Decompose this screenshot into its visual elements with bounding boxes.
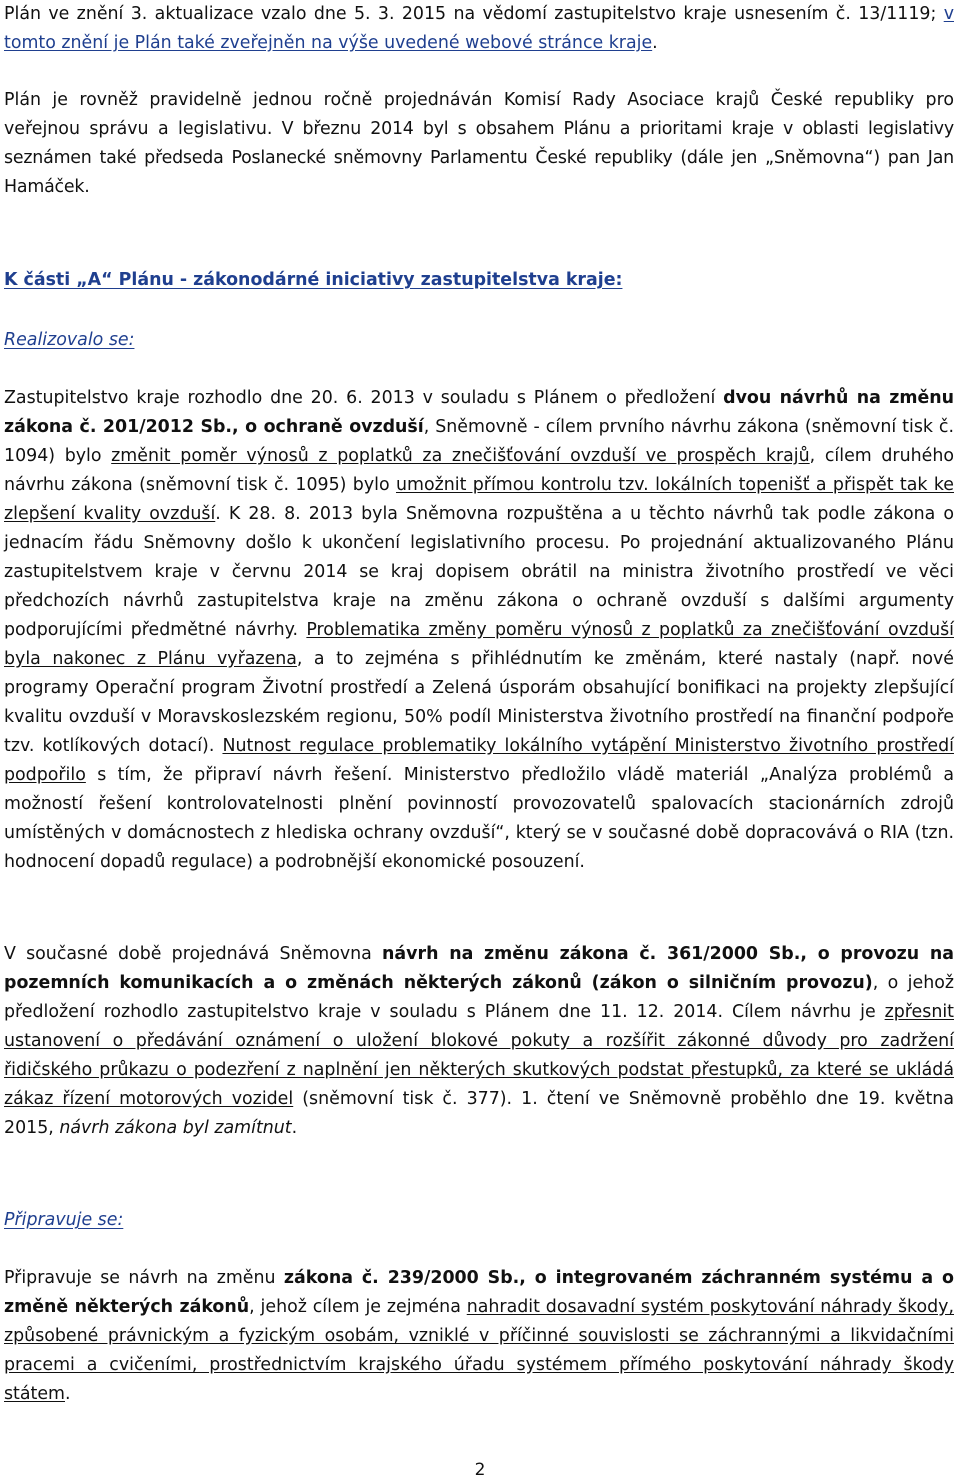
text-run: . bbox=[65, 1384, 71, 1404]
underlined-text: nahradit dosavadní systém poskytování náhrady škody, způsobené právnickým a fyzickým osobám, vzniklé v příčinné souvislosti se záchrannými a likvidačními pracemi a cvičeními, prostřednictvím krajského úřadu systémem přímého poskytování náhrady škody státem bbox=[4, 1297, 954, 1404]
text-run: s tím, že připraví návrh řešení. Ministerstvo předložilo vládě materiál „Analýza problémů a možností řešení kontrolovatelnosti plnění povinností provozovatelů spalovacích stacionárních zdrojů umístěných v domácnostech z hlediska ochrany ovzduší“, který se v současné době dopracovává o RIA (tzn. hodnocení dopadů regulace) a podrobnější ekonomické posouzení. bbox=[4, 765, 954, 872]
page-number: 2 bbox=[474, 1460, 486, 1480]
text-run: , Sněmovně - cílem prvního návrhu zákona (sněmovní tisk č. 1094) bylo bbox=[4, 417, 955, 466]
paragraph-realizovalo bbox=[4, 384, 954, 877]
paragraph-block bbox=[4, 940, 954, 1143]
paragraph-block bbox=[4, 1264, 954, 1409]
bold-text: zákona č. 239/2000 Sb. bbox=[283, 1268, 520, 1288]
section-heading: K části „A“ Plánu - zákonodárné iniciativy zastupitelstva kraje: bbox=[4, 270, 623, 290]
paragraph-block bbox=[4, 384, 954, 877]
underlined-text: Nutnost regulace problematiky lokálního vytápění Ministerstvo životního prostředí podpořilo bbox=[4, 736, 954, 785]
paragraph-soucasne bbox=[4, 940, 954, 1143]
text-run: Plán je rovněž pravidelně jednou ročně projednáván Komisí Rady Asociace krajů České republiky pro veřejnou správu a legislativu. bbox=[4, 90, 954, 139]
paragraph-commission bbox=[4, 86, 954, 202]
intro-paragraph bbox=[4, 0, 954, 58]
paragraph-pripravuje bbox=[4, 1264, 954, 1409]
text-run: (sněmovní tisk č. 377). 1. čtení ve Sněmovně proběhlo dne 19. května 2015, bbox=[4, 1089, 954, 1138]
bold-text: dvou návrhů na změnu zákona č. 201/2012 Sb. bbox=[4, 388, 954, 437]
text-run: , cílem druhého návrhu zákona (sněmovní tisk č. 1095) bylo bbox=[4, 446, 954, 495]
underlined-text: zpřesnit ustanovení o předávání oznámení o uložení blokové pokuty a rozšířit zákonné důvody pro zadržení řidičského průkazu o podezření z naplnění jen některých skutkových podstat přestupků, za které se ukládá zákaz řízení motorových vozidel bbox=[4, 1002, 954, 1109]
underlined-text: v tomto znění je Plán také zveřejněn na výše uvedené webové stránce kraje bbox=[4, 4, 954, 53]
paragraph-block bbox=[4, 86, 954, 202]
text-run: , jehož cílem je zejména bbox=[249, 1297, 467, 1317]
text-run: . bbox=[652, 33, 658, 53]
text-run: Plán ve znění 3. aktualizace vzalo dne 5. 3. 2015 na vědomí zastupitelstvo kraje usnesením č. 13/1119; bbox=[4, 4, 944, 24]
text-run: V současné době projednává Sněmovna bbox=[4, 944, 383, 964]
realizovalo-heading: Realizovalo se: bbox=[4, 330, 135, 350]
text-run: Zastupitelstvo kraje rozhodlo dne 20. 6. 2013 v souladu s Plánem o předložení bbox=[4, 388, 724, 408]
text-run: V březnu 2014 byl s obsahem Plánu a prioritami kraje v oblasti legislativy seznámen také předseda Poslanecké sněmovny Parlamentu České republiky (dále jen „Sněmovna“) pan Jan Hamáček. bbox=[4, 119, 954, 197]
paragraph-approval bbox=[4, 0, 954, 58]
text-run: , a to zejména s přihlédnutím ke změnám, které nastaly (např. nové programy Operační program Životní prostředí a Zelená úsporám obsahující bonifikaci na projekty zlepšující kvalitu ovzduší v Moravskoslezském regionu, 50% podíl Ministerstva životního prostředí na finanční podpoře tzv. kotlíkových dotací). bbox=[4, 649, 954, 756]
bold-text: , o provozu na pozemních komunikacích a o změnách některých zákonů (zákon o silničním provozu) bbox=[4, 944, 954, 993]
bold-text: , o integrovaném záchranném systému a o změně některých zákonů bbox=[4, 1268, 954, 1317]
italic-text: návrh zákona byl zamítnut bbox=[59, 1118, 292, 1138]
text-run: . bbox=[291, 1118, 298, 1138]
text-run: , o jehož předložení rozhodlo zastupitelstvo kraje v souladu s Plánem dne 11. 12. 2014. Cílem návrhu je bbox=[4, 973, 954, 1022]
bold-text: , o ochraně ovzduší bbox=[232, 417, 424, 437]
pripravuje-heading: Připravuje se: bbox=[4, 1210, 124, 1230]
underlined-text: umožnit přímou kontrolu tzv. lokálních topenišť a přispět tak ke zlepšení kvality ovzduší bbox=[4, 475, 954, 524]
text-run: . K 28. 8. 2013 byla Sněmovna rozpuštěna a u těchto návrhů tak podle zákona o jednacím řádu Sněmovny došlo k ukončení legislativního procesu. Po projednání aktualizovaného Plánu zastupitelstvem kraje v červnu 2014 se kraj dopisem obrátil na ministra životního prostředí ve věci předchozích návrhů zastupitelstva kraje na změnu zákona o ochraně ovzduší s dalšími argumenty podporujícími předmětné návrhy. bbox=[4, 504, 954, 640]
underlined-text: změnit poměr výnosů z poplatků za znečišťování ovzduší ve prospěch krajů bbox=[111, 446, 810, 466]
text-run: Připravuje se návrh na změnu bbox=[4, 1268, 284, 1288]
underlined-text: Problematika změny poměru výnosů z poplatků za znečišťování ovzduší byla nakonec z Plánu vyřazena bbox=[4, 620, 954, 669]
bold-text: návrh na změnu zákona č. 361/2000 Sb. bbox=[382, 944, 801, 964]
